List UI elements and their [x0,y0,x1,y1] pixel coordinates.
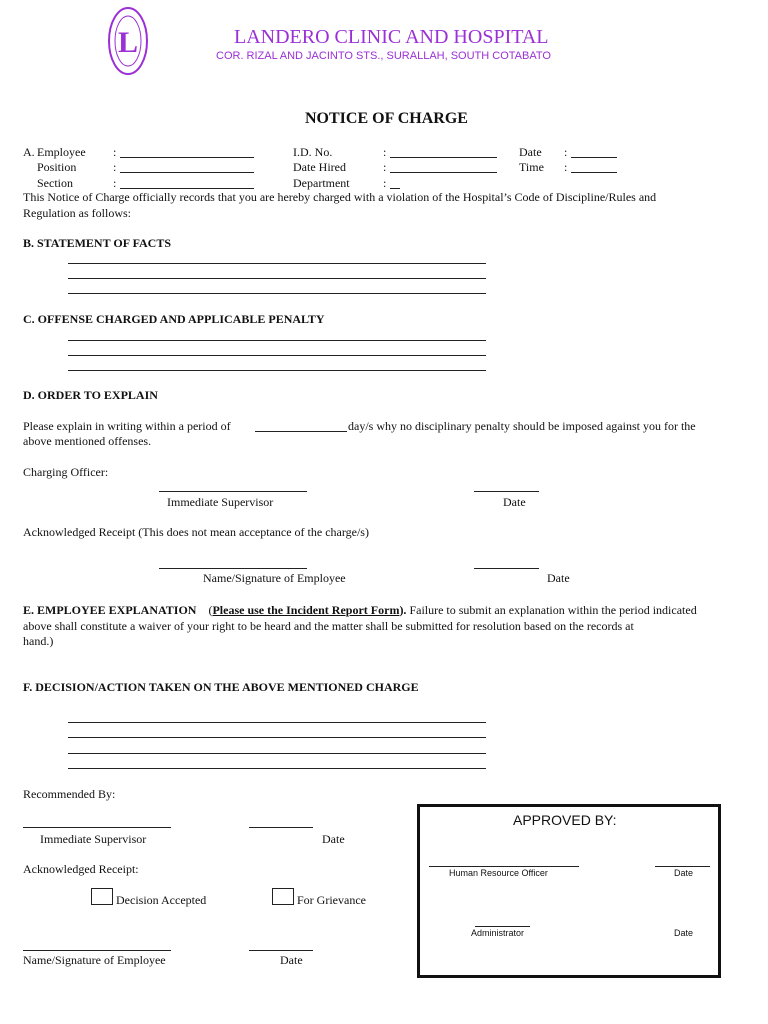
explain-text-after: day/s why no disciplinary penalty should be imposed against you for the [348,419,696,433]
decision-accepted-label: Decision Accepted [116,893,207,907]
section-c-heading: C. OFFENSE CHARGED AND APPLICABLE PENALTY [23,312,325,326]
decision-line[interactable] [68,768,486,769]
time-field[interactable] [571,172,617,173]
colon: : [564,160,568,174]
section-e-heading: E. EMPLOYEE EXPLANATION [23,603,197,617]
offense-line[interactable] [68,355,486,356]
hr-date-line[interactable] [655,866,710,867]
colon: : [564,145,568,159]
administrator-signature-line[interactable] [475,926,530,927]
hospital-name: LANDERO CLINIC AND HOSPITAL [234,26,549,48]
incident-report-form-ref: Please use the Incident Report Form [212,603,400,617]
date-hired-field[interactable] [390,172,497,173]
facts-line[interactable] [68,278,486,279]
section-a-prefix: A. [23,145,35,159]
colon: : [113,160,117,174]
id-label: I.D. No. [293,145,333,159]
hr-officer-signature-line[interactable] [429,866,579,867]
intro-line-2: Regulation as follows: [23,206,131,220]
section-f-heading: F. DECISION/ACTION TAKEN ON THE ABOVE MENTIONED CHARGE [23,680,419,694]
paren: ). [399,603,407,617]
colon: : [113,176,117,190]
employee-field[interactable] [120,157,254,158]
approved-by-heading: APPROVED BY: [513,812,617,828]
supervisor-date-line[interactable] [474,491,539,492]
time-label: Time [519,160,544,174]
employee-signature-line[interactable] [159,568,307,569]
charging-officer-label: Charging Officer: [23,465,109,479]
supervisor-signature-line[interactable] [159,491,307,492]
recommender-signature-line[interactable] [23,827,171,828]
section-label: Section [37,176,73,190]
name-signature-label: Name/Signature of Employee [23,953,166,967]
explain-text-line2: above mentioned offenses. [23,434,152,448]
date-label: Date [674,868,694,878]
hospital-address: COR. RIZAL AND JACINTO STS., SURALLAH, SOUTH COTABATO [216,50,551,62]
approved-by-box [417,804,721,978]
paren: ( [208,603,213,617]
ack-receipt-label: Acknowledged Receipt (This does not mean acceptance of the charge/s) [23,525,369,539]
facts-line[interactable] [68,263,486,264]
date-label: Date [547,571,570,585]
facts-line[interactable] [68,293,486,294]
employee-signature-line[interactable] [23,950,171,951]
immediate-supervisor-label: Immediate Supervisor [40,832,147,846]
date-label: Date [674,928,694,938]
employee-label: Employee [37,145,86,159]
employee-date-line[interactable] [249,950,313,951]
immediate-supervisor-label: Immediate Supervisor [167,495,274,509]
section-e-text2: above shall constitute a waiver of your right to be heard and the matter shall be submitted for resolution based on the records at [23,619,634,633]
department-field[interactable] [390,188,400,189]
for-grievance-checkbox[interactable] [272,888,294,905]
position-label: Position [37,160,77,174]
explain-text-before: Please explain in writing within a period of [23,419,231,433]
decision-line[interactable] [68,722,486,723]
decision-accepted-checkbox[interactable] [91,888,113,905]
colon: : [383,145,387,159]
date-label: Date [503,495,526,509]
date-label: Date [280,953,303,967]
hospital-logo [107,5,149,77]
section-e-text3: hand.) [23,634,54,648]
decision-line[interactable] [68,753,486,754]
hr-officer-label: Human Resource Officer [449,868,548,878]
date-label: Date [519,145,542,159]
decision-line[interactable] [68,737,486,738]
id-field[interactable] [390,157,497,158]
days-field[interactable] [255,431,347,432]
name-signature-label: Name/Signature of Employee [203,571,346,585]
offense-line[interactable] [68,340,486,341]
department-label: Department [293,176,350,190]
ack-receipt-label: Acknowledged Receipt: [23,862,139,876]
date-field[interactable] [571,157,617,158]
section-field[interactable] [120,188,254,189]
section-e-text1: Failure to submit an explanation within the period indicated [406,603,697,617]
for-grievance-label: For Grievance [297,893,366,907]
recommended-by-label: Recommended By: [23,787,116,801]
employee-date-line[interactable] [474,568,539,569]
colon: : [383,176,387,190]
offense-line[interactable] [68,370,486,371]
section-e-line1 [23,603,697,618]
colon: : [113,145,117,159]
date-label: Date [322,832,345,846]
colon: : [383,160,387,174]
recommender-date-line[interactable] [249,827,313,828]
section-b-heading: B. STATEMENT OF FACTS [23,236,172,250]
intro-line-1: This Notice of Charge officially records that you are hereby charged with a violation of the Hospital’s Code of Discipline/Rules and [23,190,657,204]
page-title: NOTICE OF CHARGE [305,110,468,127]
administrator-label: Administrator [471,928,525,938]
logo-letter: L [117,26,139,59]
position-field[interactable] [120,172,254,173]
section-d-heading: D. ORDER TO EXPLAIN [23,388,158,402]
date-hired-label: Date Hired [293,160,346,174]
